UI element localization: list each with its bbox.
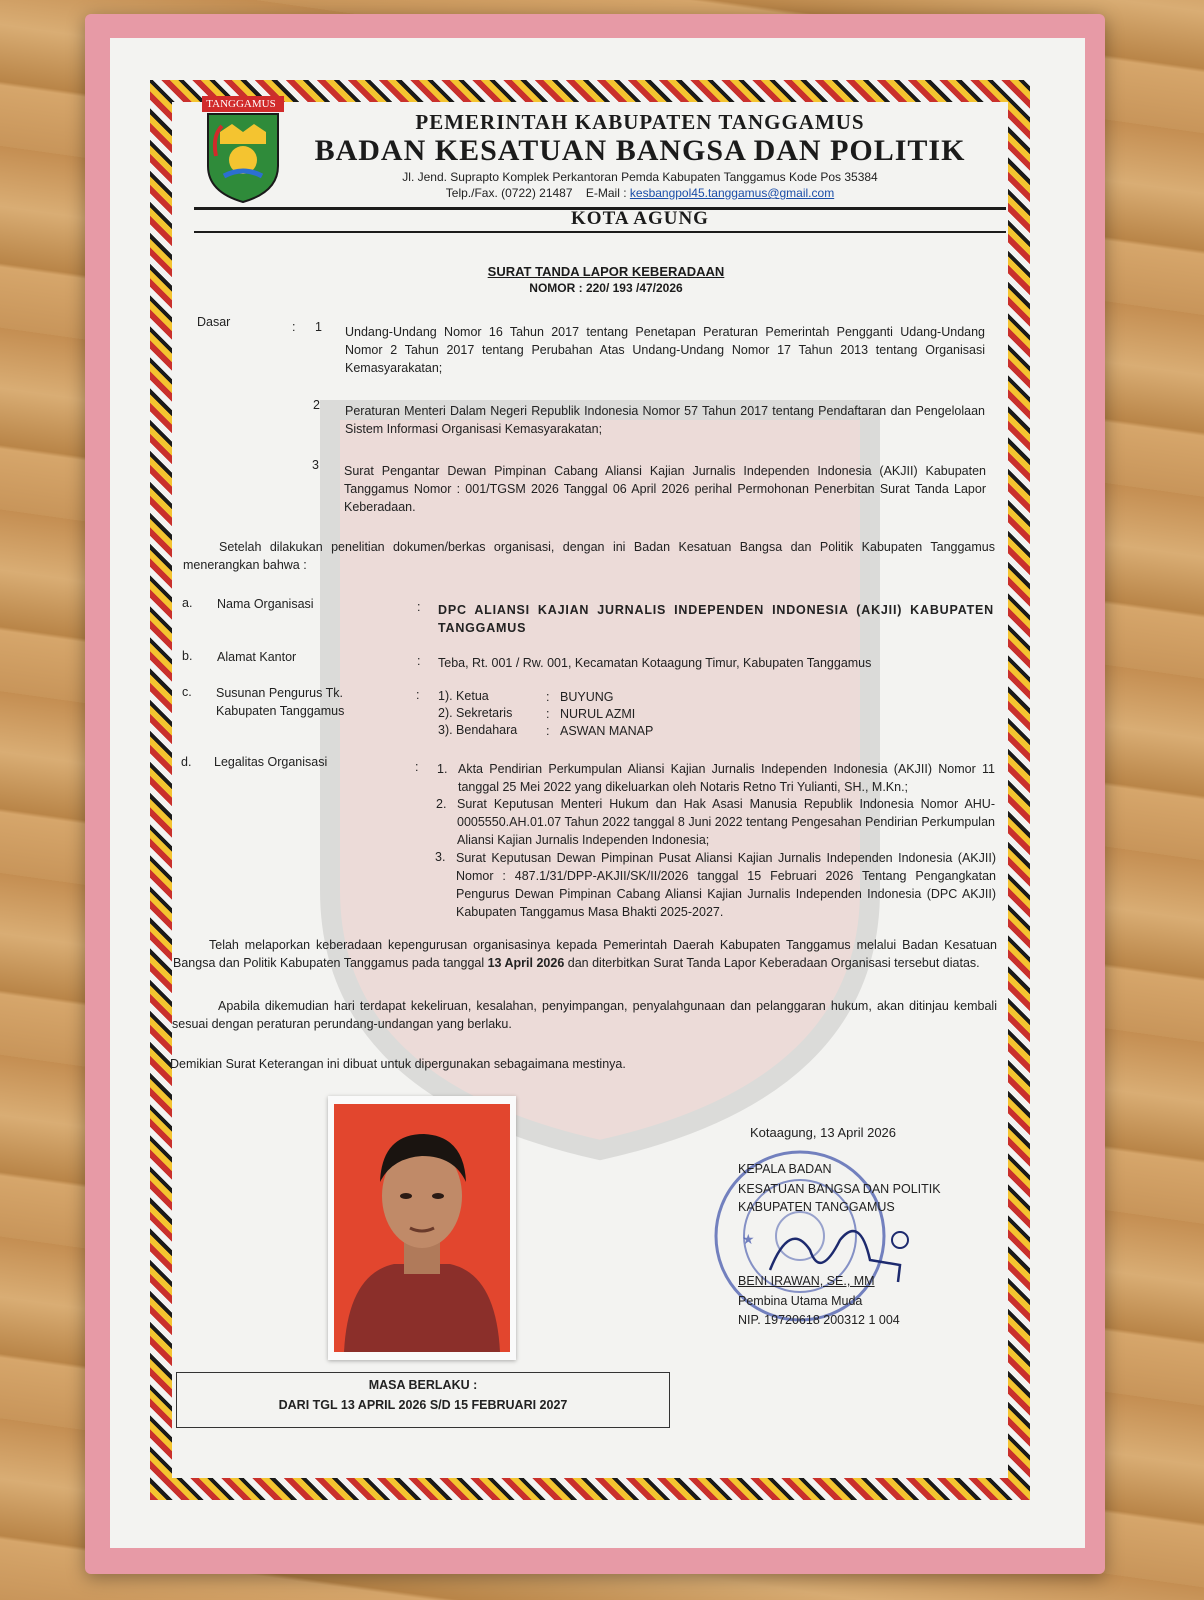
detail-a-value: DPC ALIANSI KAJIAN JURNALIS INDEPENDEN INDONESIA (AKJII) KABUPATEN TANGGAMUS [438,603,994,635]
logo-caption: TANGGAMUS [206,98,276,110]
detail-c-letter: c. [182,685,192,699]
member-photo [328,1096,516,1360]
signature-place-date: Kotaagung, 13 April 2026 [750,1125,897,1140]
legal-item-2: Surat Keputusan Menteri Hukum dan Hak Asasi Manusia Republik Indonesia Nomor AHU-0005550.AH.01.07 Tahun 2022 tanggal 8 Juni 2022 tentang Pengesahan Pendirian Perkumpulan Aliansi Kajian Jurnalis Independen Indonesia; [457,797,995,847]
dasar-colon: : [292,320,296,334]
photo-background [334,1104,510,1352]
signature-title-2: KESATUAN BANGSA DAN POLITIK [738,1182,941,1196]
legal-num-3: 3. [435,850,446,864]
role-1-name: BUYUNG [560,690,614,704]
detail-c-label: Susunan Pengurus Tk. Kabupaten Tanggamus [216,686,345,718]
detail-a-label: Nama Organisasi [217,597,314,611]
role-2-name: NURUL AZMI [560,707,636,721]
report-date: 13 April 2026 [487,956,565,970]
svg-text:★: ★ [742,1232,755,1248]
role-3: 3). Bendahara [438,723,518,737]
validity-label: MASA BERLAKU : [368,1378,478,1392]
role-1: 1). Ketua [438,689,489,703]
document-title: SURAT TANDA LAPOR KEBERADAAN [487,264,725,279]
header-city: KOTA AGUNG [571,208,709,229]
header-telp: Telp./Fax. (0722) 21487 [445,186,573,200]
detail-b-value: Teba, Rt. 001 / Rw. 001, Kecamatan Kotaagung Timur, Kabupaten Tanggamus [438,656,872,670]
report-text-b: dan diterbitkan Surat Tanda Lapor Keberadaan Organisasi tersebut diatas. [567,956,980,970]
legal-item-1: Akta Pendirian Perkumpulan Aliansi Kajian Jurnalis Independen Indonesia (AKJII) Nomor 11 tanggal 25 Mei 2022 yang dikeluarkan oleh Notaris Retno Tri Yulianti, SH., M.Kn.; [458,762,995,794]
signature-nip: NIP. 19720618 200312 1 004 [738,1313,900,1327]
dasar-item-3: Surat Pengantar Dewan Pimpinan Cabang Aliansi Kajian Jurnalis Independen Indonesia (AKJII) Kabupaten Tanggamus Nomor : 001/TGSM 2026 Tanggal 06 April 2026 perihal Permohonan Penerbitan Surat Tanda Lapor Keberadaan. [344,464,986,514]
report-text-a: Telah melaporkan keberadaan kepengurusan organisasinya kepada Pemerintah Daerah Kabupaten Tanggamus melalui Badan Kesatuan Bangsa dan Politik Kabupaten Tanggamus pada tanggal [173,938,997,970]
detail-d-letter: d. [181,755,192,769]
dasar-item-2: Peraturan Menteri Dalam Negeri Republik Indonesia Nomor 57 Tahun 2017 tentang Pendaftaran dan Pengelolaan Sistem Informasi Organisasi Kemasyarakatan; [345,404,985,436]
dasar-num-3: 3 [312,458,319,472]
closing-paragraph: Demikian Surat Keterangan ini dibuat untuk dipergunakan sebagaimana mestinya. [170,1057,626,1071]
legal-num-2: 2. [436,797,447,811]
signature-rank: Pembina Utama Muda [738,1294,863,1308]
header-rule-thin [194,231,1006,233]
header-email-label: E-Mail : [585,186,627,200]
header-government: PEMERINTAH KABUPATEN TANGGAMUS [415,110,865,134]
role-2: 2). Sekretaris [438,706,513,720]
signature-title-1: KEPALA BADAN [738,1162,832,1176]
header-address: Jl. Jend. Suprapto Komplek Perkantoran Pemda Kabupaten Tanggamus Kode Pos 35384 [402,170,878,184]
dasar-num-2: 2 [313,398,320,412]
detail-d-colon: : [415,760,419,774]
detail-b-label: Alamat Kantor [217,650,297,664]
header-email-link[interactable]: kesbangpol45.tanggamus@gmail.com [629,186,835,200]
header-contact [300,186,980,200]
role-3-colon: : [546,724,550,738]
role-2-colon: : [546,707,550,721]
person-portrait [334,1104,510,1352]
signature-title-3: KABUPATEN TANGGAMUS [738,1200,895,1214]
dasar-num-1: 1 [315,320,322,334]
intro-paragraph: Setelah dilakukan penelitian dokumen/berkas organisasi, dengan ini Badan Kesatuan Bangsa dan Politik Kabupaten Tanggamus menerangkan bahwa : [183,540,995,572]
role-1-colon: : [546,690,550,704]
legal-item-3: Surat Keputusan Dewan Pimpinan Pusat Aliansi Kajian Jurnalis Independen Indonesia (AKJII) Nomor : 487.1/31/DPP-AKJII/SK/II/2026 tanggal 15 Februari 2026 Tentang Pengangkatan Pengurus Dewan Pimpinan Cabang Aliansi Kajian Jurnalis Independen Indonesia (DPC AKJII) Kabupaten Tanggamus Masa Bhakti 2025-2027. [456,851,996,919]
legal-num-1: 1. [437,762,448,776]
review-paragraph: Apabila dikemudian hari terdapat kekeliruan, kesalahan, penyimpangan, penyalahgunaan dan pelanggaran hukum, akan ditinjau kembali sesuai dengan peraturan perundang-undangan yang berlaku. [172,999,997,1031]
tanggamus-logo [202,96,284,204]
dasar-label: Dasar [197,315,231,329]
detail-b-colon: : [417,654,421,668]
role-3-name: ASWAN MANAP [560,724,654,738]
detail-c-colon: : [416,688,420,702]
header-agency: BADAN KESATUAN BANGSA DAN POLITIK [314,134,966,167]
detail-a-letter: a. [182,596,193,610]
dasar-item-1: Undang-Undang Nomor 16 Tahun 2017 tentang Penetapan Peraturan Pemerintah Pengganti Udang-Undang Nomor 2 Tahun 2017 tentang Perubahan Atas Undang-Undang Nomor 17 Tahun 2013 tentang Organisasi Kemasyarakatan; [345,325,985,375]
signature-name: BENI IRAWAN, SE., MM [738,1274,875,1288]
document-number: NOMOR : 220/ 193 /47/2026 [529,281,683,295]
detail-a-colon: : [417,600,421,614]
detail-d-label: Legalitas Organisasi [214,755,328,769]
detail-b-letter: b. [182,649,193,663]
validity-range: DARI TGL 13 APRIL 2026 S/D 15 FEBRUARI 2027 [278,1398,568,1412]
report-paragraph [173,936,997,972]
